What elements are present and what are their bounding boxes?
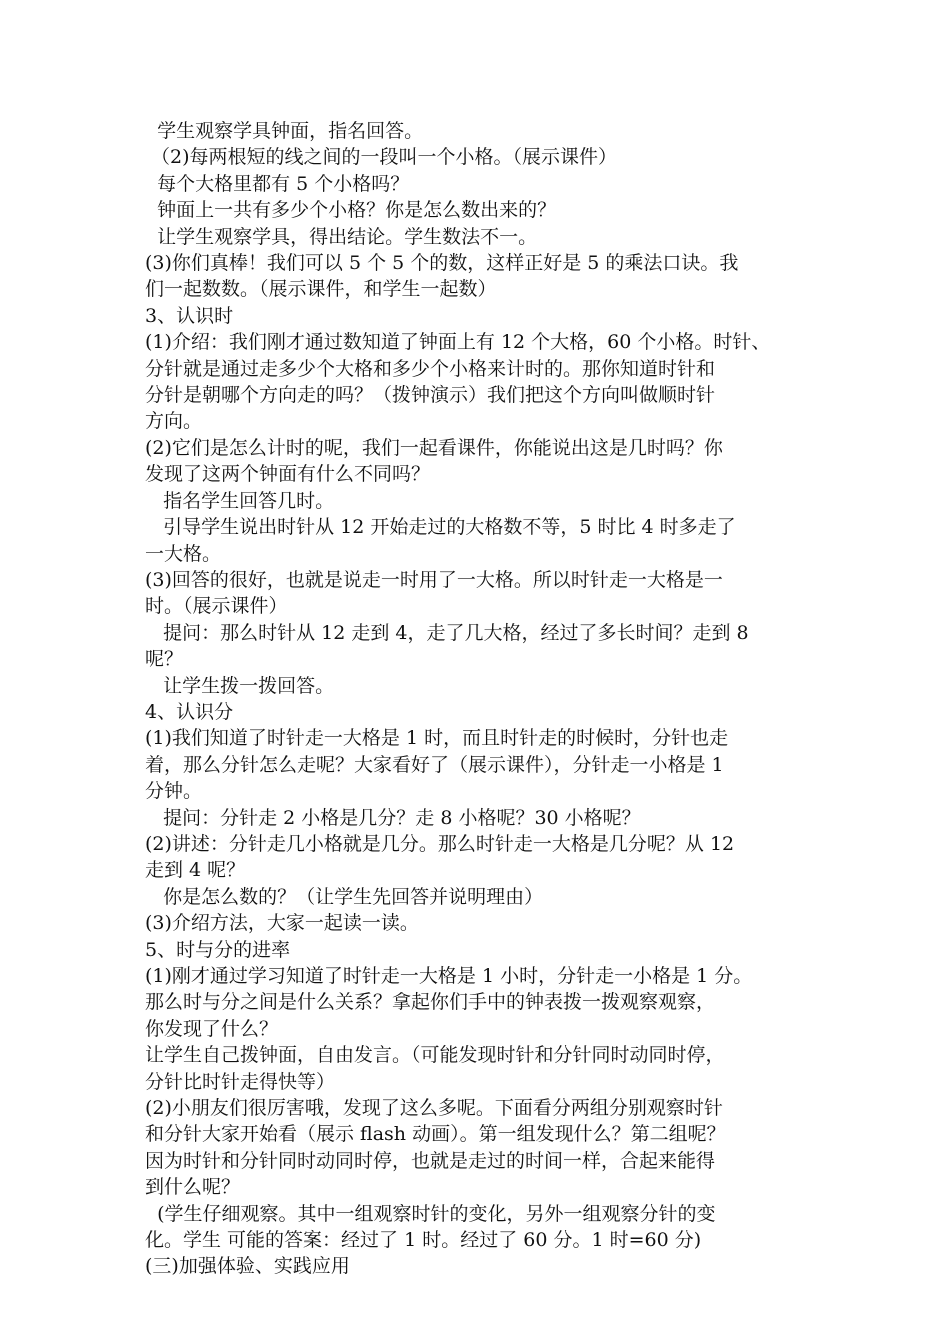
text-line: 到什么呢？ [145,1176,241,1199]
text-line: (1)介绍：我们刚才通过数知道了钟面上有 12 个大格，60 个小格。时针、 [145,331,771,354]
text-line: (2)小朋友们很厉害哦，发现了这么多呢。下面看分两组分别观察时针 [145,1097,723,1120]
text-line: 让学生观察学具，得出结论。学生数法不一。 [145,225,538,248]
text-line: 着，那么分针怎么走呢？大家看好了（展示课件），分针走一小格是 1 [145,753,724,776]
text-line: （2)每两根短的线之间的一段叫一个小格。（展示课件） [145,146,618,169]
text-line: 学生观察学具钟面，指名回答。 [145,120,424,142]
text-line: 指名学生回答几时。 [145,489,335,512]
text-line: 因为时针和分针同时动同时停，也就是走过的时间一样，合起来能得 [145,1149,716,1172]
text-line: (1)我们知道了时针走一大格是 1 时，而且时针走的时候时，分针也走 [145,727,729,750]
text-line: 分钟。 [145,780,203,803]
text-line: 呢？ [145,648,184,671]
text-line: 每个大格里都有 5 个小格吗？ [145,172,410,195]
text-line: 分针就是通过走多少个大格和多少个小格来计时的。那你知道时针和 [145,357,716,380]
text-line: 时。（展示课件） [145,595,288,618]
document-body [145,118,825,1280]
text-line: 那么时与分之间是什么关系？拿起你们手中的钟表拨一拨观察观察， [145,991,716,1014]
text-line: 化。学生 可能的答案：经过了 1 时。经过了 60 分。1 时=60 分) [145,1229,702,1252]
text-line: 你是怎么数的？（让学生先回答并说明理由） [145,885,544,908]
text-line: 分针是朝哪个方向走的吗？（拨钟演示）我们把这个方向叫做顺时针 [145,384,716,407]
text-line: 5、时与分的进率 [145,938,291,961]
text-line: 一大格。 [145,542,222,565]
text-line: 4、认识分 [145,700,234,723]
text-line: 钟面上一共有多少个小格？你是怎么数出来的？ [145,199,557,222]
text-line: (2)它们是怎么计时的呢，我们一起看课件，你能说出这是几时吗？你 [145,436,723,459]
text-line: 你发现了什么？ [145,1017,279,1040]
text-line: (2)讲述：分针走几小格就是几分。那么时针走一大格是几分呢？从 12 [145,832,735,855]
text-line: 和分针大家开始看（展示 flash 动画）。第一组发现什么？第二组呢？ [145,1123,726,1146]
text-line: 3、认识时 [145,304,234,327]
text-line: 方向。 [145,410,203,433]
text-line: 提问：分针走 2 小格是几分？走 8 小格呢？30 小格呢？ [145,806,641,829]
text-line: 提问：那么时针从 12 走到 4，走了几大格，经过了多长时间？走到 8 [145,621,749,644]
text-line: (3)你们真棒！我们可以 5 个 5 个的数，这样正好是 5 的乘法口诀。我 [145,252,739,275]
text-line: 让学生拨一拨回答。 [145,674,335,697]
text-line: (1)刚才通过学习知道了时针走一大格是 1 小时，分针走一小格是 1 分。 [145,965,753,987]
text-line: 们一起数数。（展示课件，和学生一起数） [145,278,497,301]
text-line: 让学生自己拨钟面，自由发言。（可能发现时针和分针同时动同时停， [145,1044,725,1067]
text-line: (三)加强体验、实践应用 [145,1255,350,1278]
text-line: (3)介绍方法，大家一起读一读。 [145,912,419,935]
text-line: 走到 4 呢？ [145,859,246,882]
text-line: 发现了这两个钟面有什么不同吗？ [145,463,431,486]
text-line: 分针比时针走得快等） [145,1070,336,1093]
text-line: (3)回答的很好，也就是说走一时用了一大格。所以时针走一大格是一 [145,568,723,591]
text-line: 引导学生说出时针从 12 开始走过的大格数不等，5 时比 4 时多走了 [145,516,736,539]
text-line: (学生仔细观察。其中一组观察时针的变化，另外一组观察分针的变 [145,1202,716,1225]
